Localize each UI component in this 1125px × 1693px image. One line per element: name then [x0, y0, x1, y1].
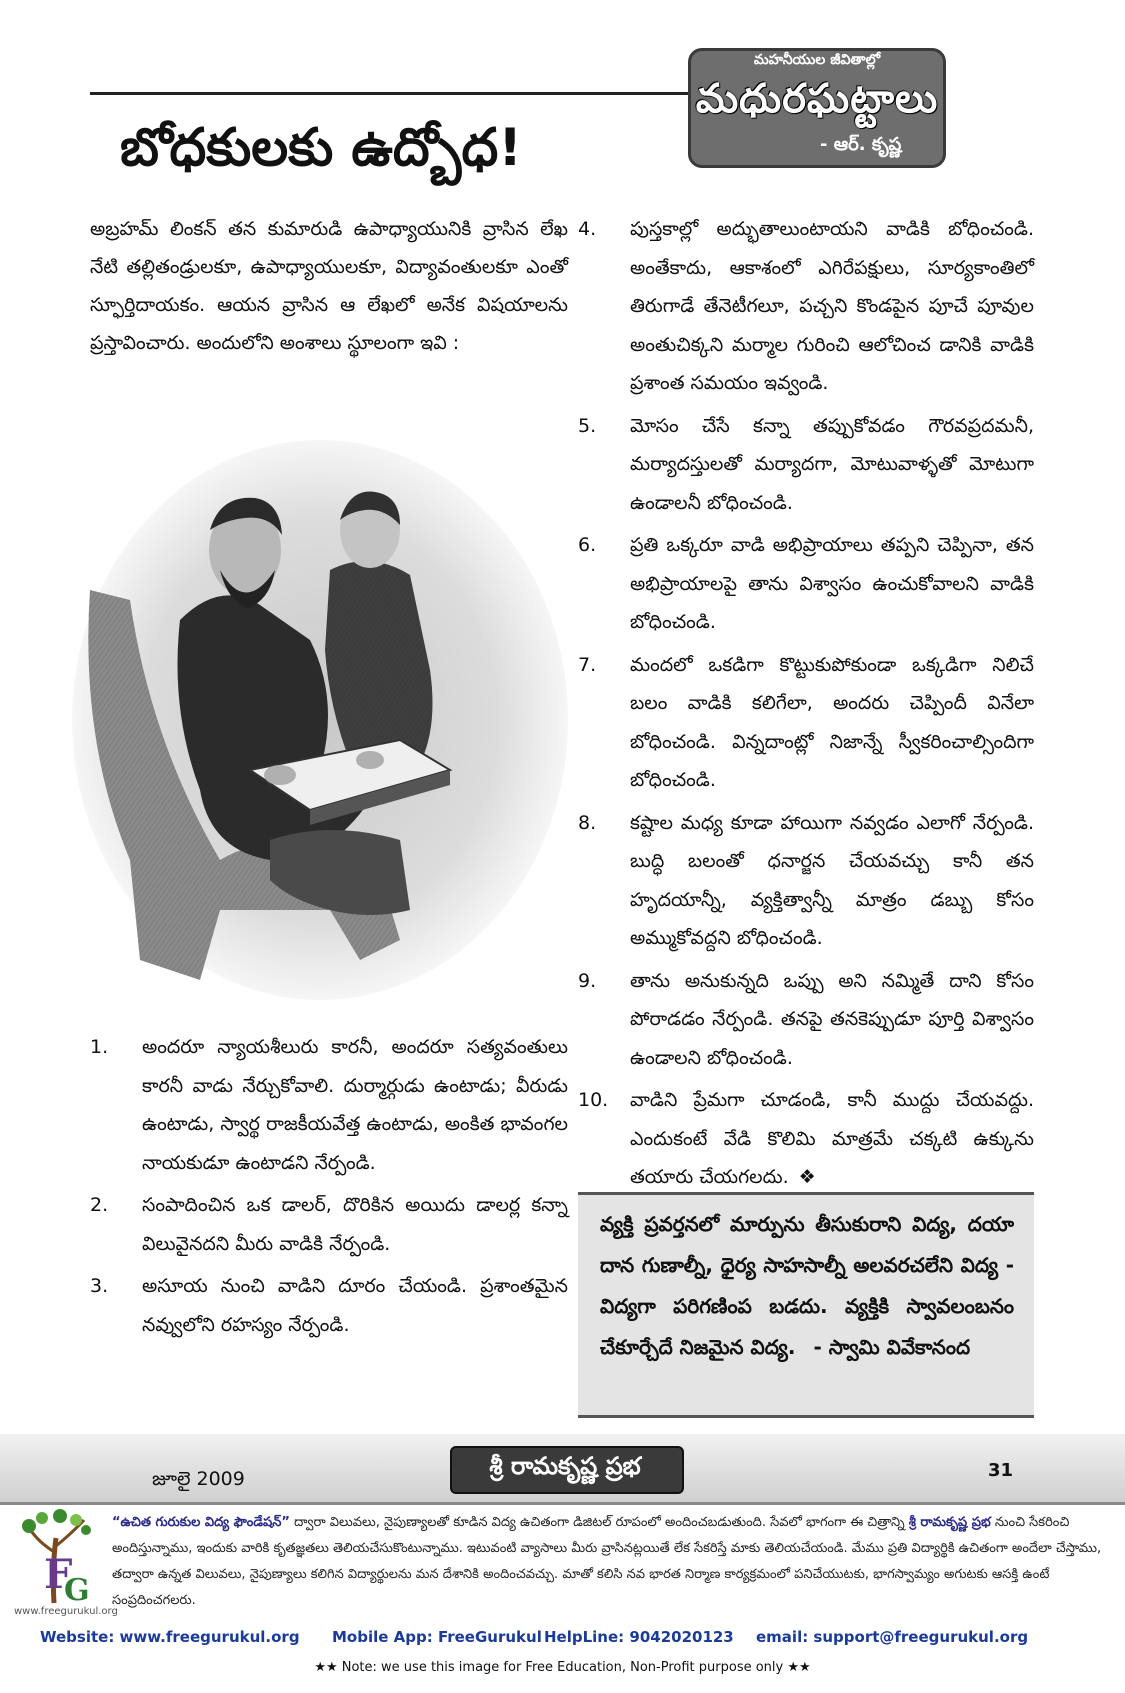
- intro-paragraph: అబ్రహమ్ లింకన్ తన కుమారుడి ఉపాధ్యాయునికి వ్రాసిన లేఖ నేటి తల్లితండ్రులకూ, ఉపాధ్యాయులకూ, విద్యావంతులకూ ఎంతో స్ఫూర్తిదాయకం. ఆయన వ్రాసిన ఆ లేఖలో అనేక విషయాలను ప్రస్తావించారు. అందులోని అంశాలు స్థూలంగా ఇవి :: [90, 218, 568, 354]
- magazine-name: శ్రీ రామకృష్ణ ప్రభ: [489, 1452, 641, 1480]
- svg-text:G: G: [64, 1573, 90, 1608]
- end-mark-icon: ❖: [798, 1166, 816, 1188]
- quote-author: - స్వామి వివేకానంద: [813, 1335, 971, 1359]
- lincoln-and-son-engraving-icon: [70, 440, 570, 1000]
- email-link[interactable]: email: support@freegurukul.org: [756, 1628, 1029, 1646]
- list-item: 8. కష్టాల మధ్య కూడా హాయిగా నవ్వడం ఎలాగో నేర్పండి. బుద్ధి బలంతో ధనార్జన చేయవచ్చు కానీ తన హృదయాన్నీ, వ్యక్తిత్వాన్నీ మాత్రం డబ్బు కోసం అమ్ముకోవద్దని బోధించండి.: [578, 811, 1034, 949]
- list-item: 6. ప్రతి ఒక్కరూ వాడి అభిప్రాయాలు తప్పని చెప్పినా, తన అభిప్రాయాలపై తాను విశ్వాసం ఉంచుకోవాలని వాడికి బోధించండి.: [578, 534, 1034, 633]
- list-item: 4. పుస్తకాల్లో అద్భుతాలుంటాయని వాడికి బోధించండి. అంతేకాదు, ఆకాశంలో ఎగిరేపక్షులు, సూర్యకాంతిలో తిరుగాడే తేనెటీగలూ, పచ్చని కొండపైన పూచే పూవుల అంతుచిక్కని మర్మాల గురించి ఆలోచించ డానికి వాడికి ప్రశాంత సమయం ఇవ్వండి.: [578, 218, 1034, 394]
- footer-divider: [0, 1502, 1125, 1505]
- website-link[interactable]: Website: www.freegurukul.org: [40, 1628, 300, 1646]
- svg-text:F: F: [44, 1551, 73, 1598]
- header-rule: [90, 92, 688, 95]
- article-title: బోధకులకు ఉద్బోధ!: [120, 118, 522, 178]
- points-list-left: [90, 1028, 568, 1348]
- freegurukul-logo-url: www.freegurukul.org: [14, 1606, 118, 1617]
- article-author: - ఆర్. కృష్ణ: [820, 134, 902, 155]
- contact-bar: [0, 1628, 1125, 1652]
- quote-text: వ్యక్తి ప్రవర్తనలో మార్పును తీసుకురాని విద్య, దయా దాన గుణాల్నీ, ధైర్య సాహసాల్నీ అలవరచలేని విద్య - విద్యగా పరిగణింప బడదు. వ్యక్తికి స్వావలంబనం చేకూర్చేదే నిజమైన విద్య. - స్వామి వివేకానంద: [600, 1212, 1014, 1359]
- helpline-number[interactable]: HelpLine: 9042020123: [544, 1628, 734, 1646]
- freegurukul-logo-icon: [14, 1508, 104, 1618]
- list-item: 2. సంపాదించిన ఒక డాలర్, దొరికిన అయిదు డాలర్ల కన్నా విలువైనదని మీరు వాడికి నేర్పండి.: [90, 1194, 568, 1255]
- freegurukul-note: “ఉచిత గురుకుల విద్య ఫౌండేషన్” ద్వారా విలువలు, నైపుణ్యాలతో కూడిన విద్య ఉచితంగా డిజిటల్ రూపంలో అందించబడుతుంది. సేవలో భాగంగా ఈ చిత్రాన్ని శ్రీ రామకృష్ణ ప్రభ నుంచి సేకరించి అందిస్తున్నాము, ఇందుకు వారికి కృతజ్ఞతలు తెలియచేసుకొంటున్నాము. ఇటువంటి వ్యాసాలు మీరు వ్రాసినట్లయితే లేక సేకరిస్తే మాకు తెలియచేయండి. మేము ప్రతి విద్యార్థికి ఉచితంగా అందేలా చేస్తాము, తద్వారా ఉన్నత విలువలు, నైపుణ్యాలు కలిగిన విద్యార్థులను మన దేశానికి అందించవచ్చు. మాతో కలిసి నవ భారత నిర్మాణ కార్యక్రమంలో పనిచేయుటకు, భాగస్వామ్యం అగుటకు ఆసక్తి ఉంటే సంప్రదించగలరు.: [112, 1515, 1102, 1608]
- series-subtitle: మహనీయుల జీవితాల్లో: [753, 52, 881, 68]
- issue-date: జూలై 2009: [152, 1468, 245, 1490]
- list-item: 10. వాడిని ప్రేమగా చూడండి, కానీ ముద్దు చేయవద్దు. ఎందుకంటే వేడి కొలిమి మాత్రమే చక్కటి ఉక్కును తయారు చేయగలదు. ❖: [578, 1089, 1034, 1188]
- page-number: 31: [988, 1460, 1014, 1481]
- series-title: మధురఘట్టాలు: [695, 76, 939, 122]
- points-list-right: [578, 210, 1034, 1201]
- mobile-app-link[interactable]: Mobile App: FreeGurukul: [332, 1628, 542, 1646]
- list-item: 5. మోసం చేసే కన్నా తప్పుకోవడం గౌరవప్రదమనీ, మర్యాదస్తులతో మర్యాదగా, మోటువాళ్ళతో మోటుగా ఉండాలనీ బోధించండి.: [578, 414, 1034, 514]
- list-item: 1. అందరూ న్యాయశీలురు కారనీ, అందరూ సత్యవంతులు కారనీ వాడు నేర్చుకోవాలి. దుర్మార్గుడు ఉంటాడు; వీరుడు ఉంటాడు, స్వార్థ రాజకీయవేత్త ఉంటాడు, అంకిత భావంగల నాయకుడూ ఉంటాడని నేర్పండి.: [90, 1036, 568, 1174]
- disclaimer: ★★ Note: we use this image for Free Education, Non-Profit purpose only ★★: [314, 1660, 811, 1675]
- list-item: 7. మందలో ఒకడిగా కొట్టుకుపోకుండా ఒక్కడిగా నిలిచే బలం వాడికి కలిగేలా, అందరు చెప్పిందీ వినేలా బోధించండి. విన్నదాంట్లో నిజాన్నే స్వీకరించాల్సిందిగా బోధించండి.: [578, 653, 1034, 791]
- list-item: 3. అసూయ నుంచి వాడిని దూరం చేయండి. ప్రశాంతమైన నవ్వులోని రహస్యం నేర్పండి.: [90, 1275, 568, 1336]
- list-item: 9. తాను అనుకున్నది ఒప్పు అని నమ్మితే దాని కోసం పోరాడడం నేర్పండి. తనపై తనకెప్పుడూ పూర్తి విశ్వాసం ఉండాలని బోధించండి.: [578, 969, 1034, 1069]
